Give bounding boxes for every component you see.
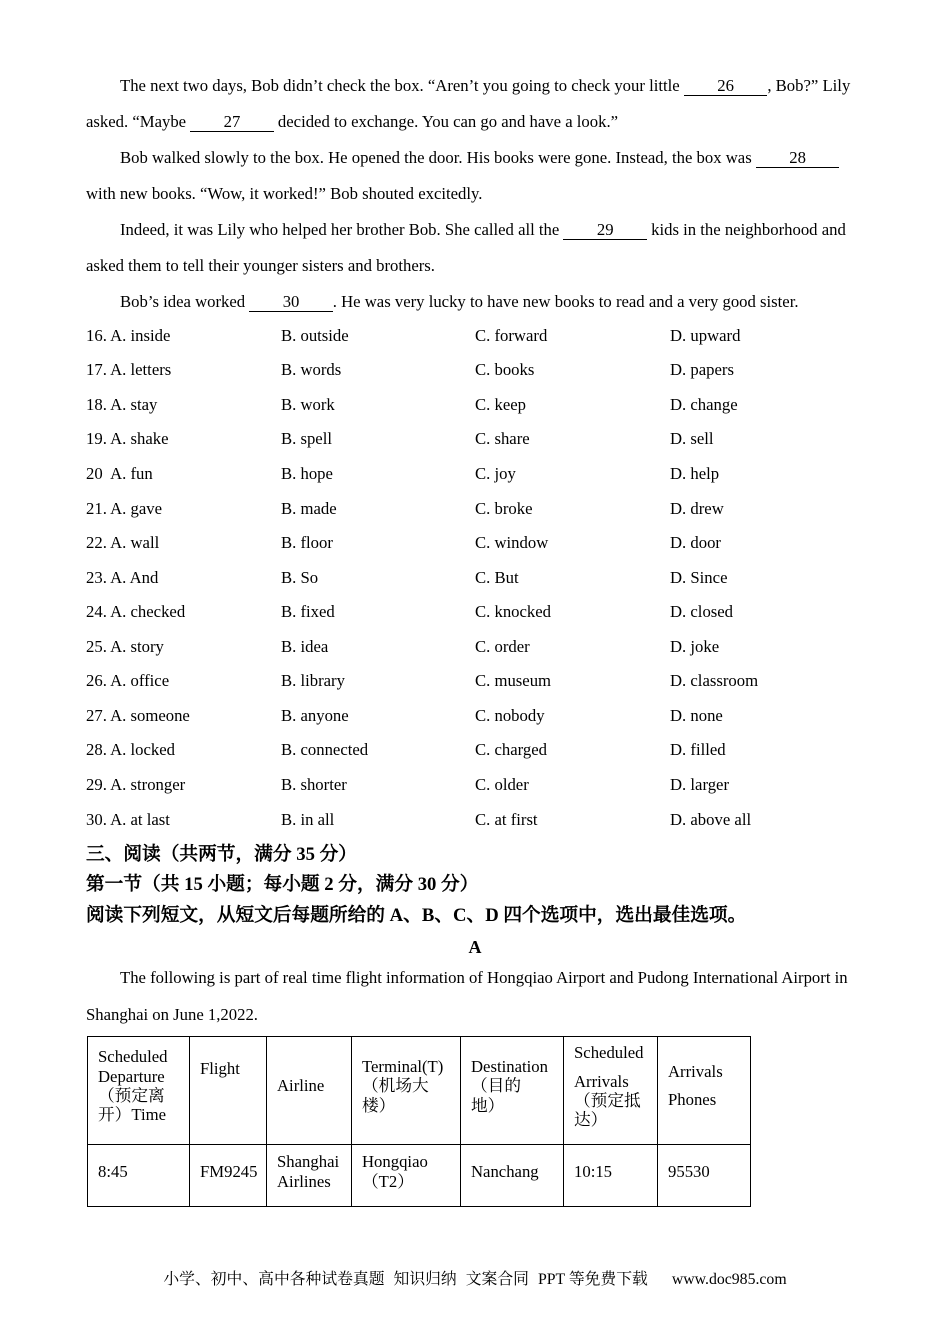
option-choice: 17. A. letters [86,360,172,380]
option-choice: 28. A. locked [86,740,175,760]
option-choice: D. door [670,533,721,553]
table-header-cell [190,1037,267,1145]
passage-paragraph [86,212,853,284]
passage-text: kids in the neighborhood and [646,220,846,239]
option-choice: C. keep [475,394,526,414]
passage-text: Indeed, it was Lily who helped her brother Bob. She called all the [120,220,564,239]
reading-section-headings [86,840,746,932]
table-cell [190,1145,267,1207]
table-cell [564,1145,658,1207]
option-choice: 25. A. story [86,636,164,656]
cloze-passage [86,68,853,320]
passage-line [86,104,853,140]
cell-line: 8:45 [98,1161,128,1181]
answer-blank: 27 [190,112,273,132]
passage-label: A [468,937,482,957]
option-choice: C. joy [475,463,516,483]
table-header-cell [564,1037,658,1145]
passage-text: Bob walked slowly to the box. He opened the door. His books were gone. Instead, the box was [120,148,756,167]
option-row [86,526,886,561]
option-row [86,733,886,768]
option-choice: C. museum [475,671,552,691]
passage-paragraph [86,68,853,140]
footer-segment: PPT 等免费下载 [537,1271,648,1288]
option-choice: D. drew [670,498,724,518]
option-choice: 27. A. someone [86,705,190,725]
cell-line: Scheduled [574,1042,644,1062]
instruction-text: 阅读下列短文，从短文后每题所给的 A、B、C、D 四个选项中，选出最佳选项。 [86,904,747,926]
option-choice: D. classroom [670,671,759,691]
option-choice: B. So [281,567,319,587]
passage-line [86,284,853,320]
passage-text: asked them to tell their younger sisters and brothers. [86,256,435,275]
footer-banner [0,1268,950,1292]
table-header-cell [658,1037,751,1145]
cell-line: Nanchang [471,1161,539,1181]
passage-text: , Bob?” Lily [767,76,851,95]
cloze-options [86,319,886,837]
cell-line: Airline [277,1076,325,1096]
cell-line: Terminal(T) [362,1057,444,1077]
footer-segment: 小学、初中、高中各种试卷真题 [163,1271,385,1288]
option-choice: B. in all [281,809,335,829]
option-choice: D. upward [670,325,741,345]
option-choice: B. fixed [281,602,335,622]
cell-line: （预定抵 [574,1090,641,1110]
passage-text: asked. “Maybe [86,112,191,131]
option-choice: 16. A. inside [86,325,171,345]
cell-line: Shanghai [277,1151,340,1171]
option-choice: 21. A. gave [86,498,163,518]
option-choice: C. knocked [475,602,552,622]
passage-text: decided to exchange. You can go and have a look.” [273,112,619,131]
passage-paragraph [86,140,853,212]
option-choice: 26. A. office [86,671,170,691]
option-choice: B. hope [281,463,333,483]
reading-intro [86,959,853,1033]
intro-line: The following is part of real time flight information of Hongqiao Airport and Pudong International Airport in [120,967,848,987]
option-row [86,319,886,354]
option-row [86,353,886,388]
answer-blank: 26 [684,76,767,96]
option-row [86,803,886,838]
cell-line: （预定离 [98,1086,165,1105]
table-cell [88,1145,190,1207]
passage-line [86,248,853,284]
section-heading: 三、阅读（共两节，满分 35 分） [86,843,357,865]
option-choice: 18. A. stay [86,394,158,414]
option-choice: D. filled [670,740,726,760]
table-cell [352,1145,461,1207]
option-row [86,630,886,665]
passage-line [86,68,853,104]
table-header-cell [461,1037,564,1145]
intro-line: Shanghai on June 1,2022. [86,1004,258,1024]
passage-text: with new books. “Wow, it worked!” Bob shouted excitedly. [86,184,483,203]
flight-table [87,1036,751,1207]
table-header-cell [267,1037,352,1145]
option-choice: C. broke [475,498,533,518]
option-choice: C. But [475,567,519,587]
option-row [86,422,886,457]
option-choice: 23. A. And [86,567,159,587]
answer-blank: 30 [249,292,332,312]
answer-blank: 29 [563,220,646,240]
option-choice: B. outside [281,325,349,345]
cell-line: 楼） [362,1095,396,1115]
option-row [86,768,886,803]
option-choice: B. floor [281,533,333,553]
option-choice: D. joke [670,636,720,656]
cell-line: FM9245 [200,1161,258,1181]
option-choice: C. share [475,429,530,449]
option-choice: D. larger [670,775,730,794]
option-choice: D. none [670,705,723,725]
table-header-cell [88,1037,190,1145]
cell-line: 10:15 [574,1161,613,1181]
option-choice: C. older [475,775,529,794]
option-choice: B. words [281,360,342,380]
passage-text: Bob’s idea worked [120,292,250,311]
option-choice: C. order [475,636,530,656]
option-choice: D. above all [670,809,752,829]
cell-line: （目的 [471,1076,522,1096]
option-choice: C. charged [475,740,547,760]
passage-line [86,140,853,176]
footer-segment: www.doc985.com [671,1271,787,1288]
option-choice: 30. A. at last [86,809,170,829]
passage-paragraph [86,284,853,320]
answer-blank: 28 [756,148,839,168]
option-row [86,664,886,699]
option-choice: D. sell [670,429,714,449]
option-choice: B. library [281,671,345,691]
option-choice: 29. A. stronger [86,775,186,794]
option-row [86,457,886,492]
passage-line [86,212,853,248]
cell-line: 地） [471,1095,505,1115]
cell-line: 95530 [668,1161,710,1181]
cell-line: （T2） [362,1171,414,1191]
footer-segment: 知识归纳 [393,1271,457,1288]
cell-line: Phones [668,1090,717,1110]
option-choice: 22. A. wall [86,533,160,553]
option-row [86,388,886,423]
table-cell [461,1145,564,1207]
cell-line: Flight [200,1059,240,1079]
cell-line: Scheduled [98,1047,168,1067]
passage-text: The next two days, Bob didn’t check the box. “Aren’t you going to check your little [120,76,684,95]
part-heading: 第一节（共 15 小题；每小题 2 分，满分 30 分） [86,874,479,896]
cell-line: （机场大 [362,1076,429,1096]
table-cell [267,1145,352,1207]
option-choice: 20 A. fun [86,463,153,483]
cell-line: Departure [98,1066,165,1086]
option-choice: D. Since [670,567,728,587]
option-choice: C. window [475,533,549,553]
cell-line: 达） [574,1110,608,1130]
option-choice: C. at first [475,809,538,829]
option-row [86,561,886,596]
cell-line: Airlines [277,1171,331,1191]
option-choice: B. idea [281,636,329,656]
option-choice: 24. A. checked [86,602,186,622]
option-choice: D. closed [670,602,734,622]
passage-text: . He was very lucky to have new books to read and a very good sister. [332,292,799,311]
cell-line: 开）Time [98,1105,167,1125]
option-choice: C. nobody [475,705,545,725]
cell-line: Arrivals [574,1071,629,1091]
option-choice: B. made [281,498,337,518]
table-cell [658,1145,751,1207]
table-header-cell [352,1037,461,1145]
option-choice: B. connected [281,740,369,760]
option-choice: D. help [670,463,720,483]
option-choice: C. forward [475,325,548,345]
option-choice: B. shorter [281,775,347,794]
cell-line: Hongqiao [362,1151,428,1171]
option-choice: B. spell [281,429,332,449]
passage-line [86,176,853,212]
option-choice: B. anyone [281,705,349,725]
footer-segment: 文案合同 [465,1271,529,1288]
cell-line: Destination [471,1057,548,1077]
option-choice: D. change [670,394,738,414]
option-choice: B. work [281,394,335,414]
option-choice: D. papers [670,360,734,380]
option-row [86,595,886,630]
option-row [86,699,886,734]
option-choice: 19. A. shake [86,429,169,449]
option-row [86,492,886,527]
option-choice: C. books [475,360,535,380]
cell-line: Arrivals [668,1062,723,1082]
